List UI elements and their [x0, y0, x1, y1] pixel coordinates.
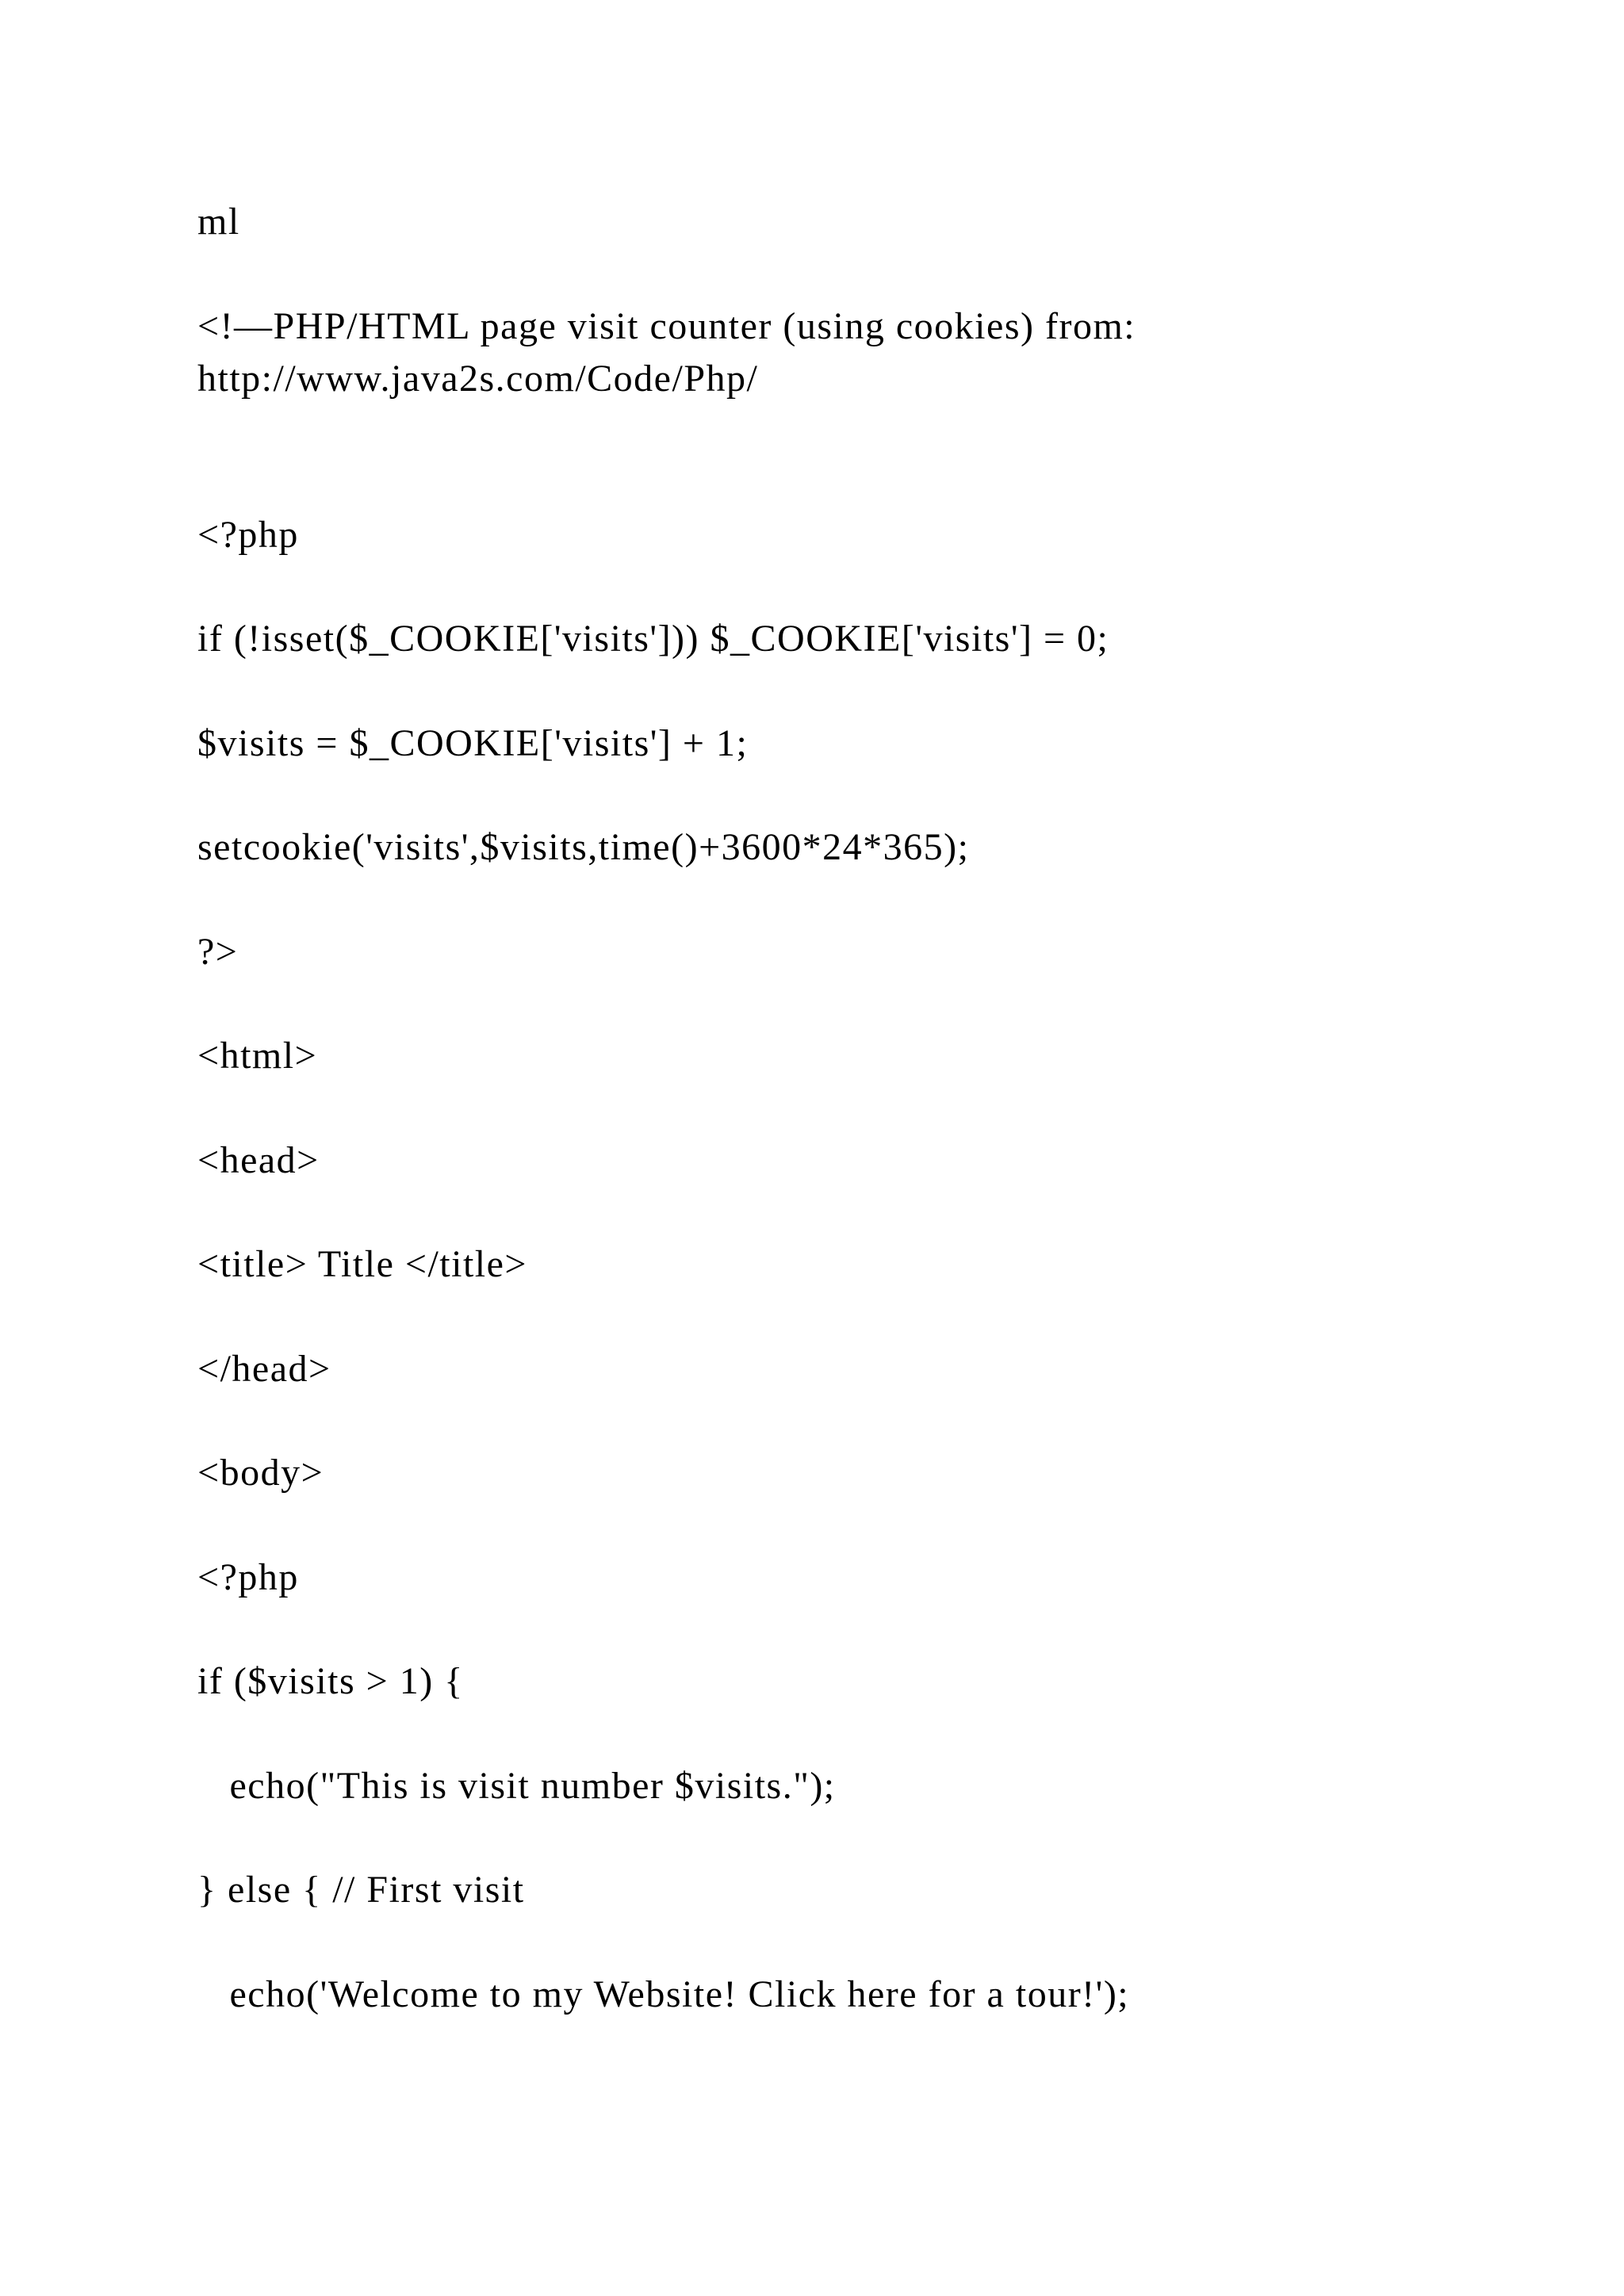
code-line-visits: $visits = $_COOKIE['visits'] + 1;: [197, 722, 749, 764]
code-line-setcookie: setcookie('visits',$visits,time()+3600*24*365);: [197, 826, 970, 868]
code-line-echo-visit-number: echo("This is visit number $visits.");: [197, 1765, 836, 1807]
source-url-line: http://www.java2s.com/Code/Php/: [197, 358, 759, 400]
code-line-else-first-visit: } else { // First visit: [197, 1869, 525, 1911]
php-open-tag-line-2: <?php: [197, 1556, 299, 1598]
html-open-tag-line: <html>: [197, 1035, 318, 1077]
title-tag-line: <title> Title </title>: [197, 1243, 527, 1285]
head-open-tag-line: <head>: [197, 1139, 320, 1181]
comment-line: <!—PHP/HTML page visit counter (using cookies) from:: [197, 305, 1136, 347]
code-line-isset: if (!isset($_COOKIE['visits'])) $_COOKIE['visits'] = 0;: [197, 618, 1109, 660]
php-open-tag-line: <?php: [197, 514, 299, 556]
head-close-tag-line: </head>: [197, 1348, 331, 1390]
code-line-if-visits: if ($visits > 1) {: [197, 1660, 464, 1702]
code-line-echo-welcome: echo('Welcome to my Website! Click here for a tour!');: [197, 1973, 1130, 2015]
php-close-tag-line: ?>: [197, 931, 239, 973]
text-line-1: ml: [197, 201, 240, 243]
body-open-tag-line: <body>: [197, 1452, 324, 1494]
